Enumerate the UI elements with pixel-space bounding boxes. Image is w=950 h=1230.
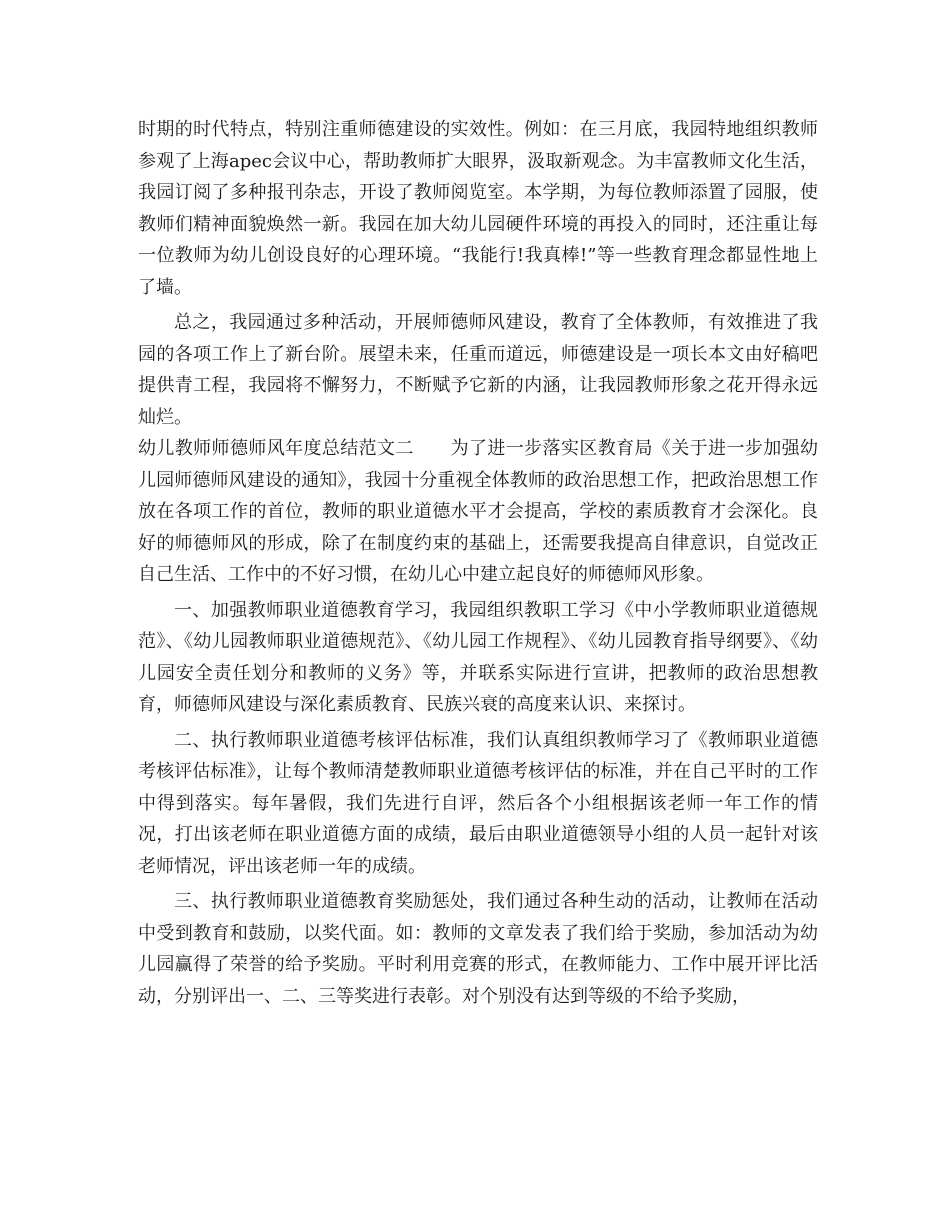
- paragraph-4: 一、加强教师职业道德教育学习，我园组织教职工学习《中小学教师职业道德规范》、《幼儿园教师职业道德规范》、《幼儿园工作规程》、《幼儿园教育指导纲要》、《幼儿园安全责任划分和教师的义务》等，并联系实际进行宣讲，把教师的政治思想教育，师德师风建设与深化素质教育、民族兴衰的高度来认识、来探讨。: [138, 599, 818, 715]
- paragraph-2: 总之，我园通过多种活动，开展师德师风建设，教育了全体教师，有效推进了我园的各项工作上了新台阶。展望未来，任重而道远，师德建设是一项长本文由好稿吧提供青工程，我园将不懈努力，不断赋予它新的内涵，让我园教师形象之花开得永远灿烂。: [138, 312, 818, 428]
- document-page: [138, 114, 818, 1012]
- paragraph-5: 二、执行教师职业道德考核评估标准，我们认真组织教师学习了《教师职业道德考核评估标准》，让每个教师清楚教师职业道德考核评估的标准，并在自己平时的工作中得到落实。每年暑假，我们先进行自评，然后各个小组根据该老师一年工作的情况，打出该老师在职业道德方面的成绩，最后由职业道德领导小组的人员一起针对该老师情况，评出该老师一年的成绩。: [138, 729, 818, 877]
- paragraph-1: 时期的时代特点，特别注重师德建设的实效性。例如：在三月底，我园特地组织教师参观了上海apec会议中心，帮助教师扩大眼界，汲取新观念。为丰富教师文化生活，我园订阅了多种报刊杂志，开设了教师阅览室。本学期，为每位教师添置了园服，使教师们精神面貌焕然一新。我园在加大幼儿园硬件环境的再投入的同时，还注重让每一位教师为幼儿创设良好的心理环境。“我能行!我真棒!”等一些教育理念都显性地上了墙。: [138, 119, 818, 298]
- paragraph-3-section-heading: 幼儿教师师德师风年度总结范文二 为了进一步落实区教育局《关于进一步加强幼儿园师德师风建设的通知》，我园十分重视全体教师的政治思想工作，把政治思想工作放在各项工作的首位，教师的职业道德水平才会提高，学校的素质教育才会深化。良好的师德师风的形成，除了在制度约束的基础上，还需要我提高自律意识，自觉改正自己生活、工作中的不好习惯，在幼儿心中建立起良好的师德师风形象。: [138, 438, 818, 585]
- paragraph-6: 三、执行教师职业道德教育奖励惩处，我们通过各种生动的活动，让教师在活动中受到教育和鼓励，以奖代面。如：教师的文章发表了我们给于奖励，参加活动为幼儿园赢得了荣誉的给予奖励。平时利用竞赛的形式，在教师能力、工作中展开评比活动，分别评出一、二、三等奖进行表彰。对个别没有达到等级的不给予奖励，: [138, 891, 818, 1007]
